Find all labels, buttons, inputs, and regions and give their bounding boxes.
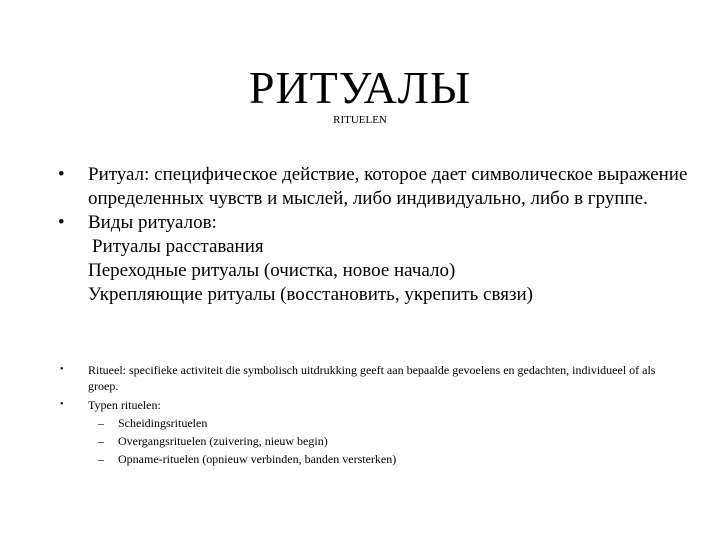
ritueel-type-item: Scheidingsrituelen [118, 416, 208, 430]
ritual-definition-text: Ритуал: специфическое действие, которое дает символическое выражение определенных чувств и мыслей, либо индивидуально, либо в группе. [88, 164, 688, 209]
ritual-type-item: Переходные ритуалы (очистка, новое начало) [88, 260, 456, 281]
bullet-icon: • [58, 212, 65, 233]
dutch-sub-list [88, 415, 680, 468]
sub-list-item [88, 451, 680, 468]
slide-subtitle: RITUELEN [333, 114, 387, 126]
bullet-icon: • [58, 164, 65, 185]
bullet-icon: • [60, 364, 64, 375]
bullet-icon: • [60, 399, 64, 410]
sub-list-item [88, 433, 680, 450]
dash-icon: – [98, 452, 104, 466]
ritual-type-item: Укрепляющие ритуалы (восстановить, укрепить связи) [88, 284, 533, 305]
list-item [58, 163, 698, 211]
ritual-type-item: Ритуалы расставания [92, 236, 264, 257]
ritueel-type-item: Overgangsrituelen (zuivering, nieuw begin) [118, 434, 328, 448]
dash-icon: – [98, 434, 104, 448]
dash-icon: – [98, 416, 104, 430]
list-item [60, 397, 680, 468]
dutch-bullet-list [60, 362, 680, 469]
ritueel-definition-text: Ritueel: specifieke activiteit die symbolisch uitdrukking geeft aan bepaalde gevoelens en gedachten, individueel of als groep. [88, 363, 656, 393]
ritueel-type-item: Opname-rituelen (opnieuw verbinden, banden versterken) [118, 452, 397, 466]
list-item [60, 362, 680, 394]
russian-bullet-list [58, 163, 698, 307]
ritual-types-heading: Виды ритуалов: [88, 212, 217, 233]
sub-list-item [88, 415, 680, 432]
ritueel-types-heading: Typen rituelen: [88, 398, 161, 412]
list-item [58, 211, 698, 307]
slide-title: РИТУАЛЫ [248, 62, 472, 113]
